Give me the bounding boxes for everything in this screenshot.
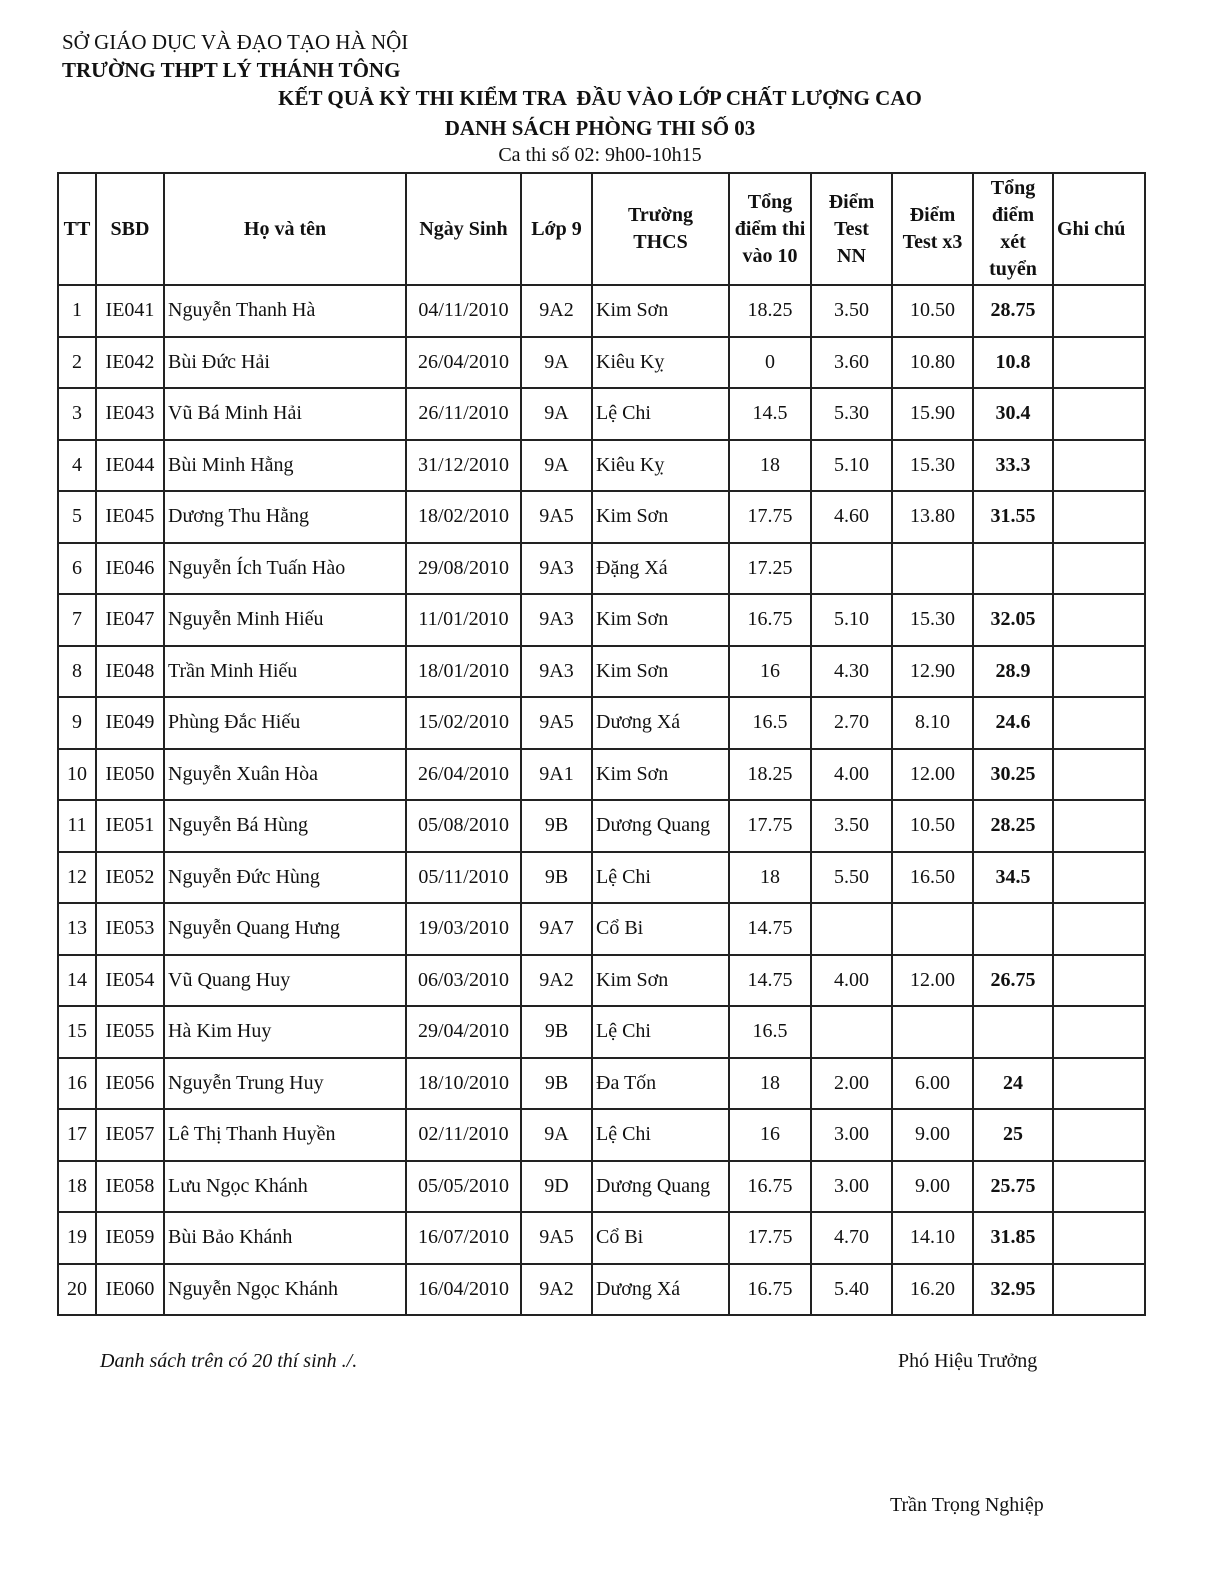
cell-class: 9A2	[521, 285, 592, 337]
cell-dob: 16/04/2010	[406, 1264, 521, 1316]
cell-note	[1053, 1058, 1145, 1110]
table-row	[58, 337, 1145, 389]
cell-class: 9A3	[521, 543, 592, 595]
cell-note	[1053, 543, 1145, 595]
cell-note	[1053, 388, 1145, 440]
cell-sbd: IE057	[96, 1109, 164, 1161]
cell-class: 9A5	[521, 697, 592, 749]
col-header-sbd: SBD	[96, 173, 164, 285]
cell-note	[1053, 1212, 1145, 1264]
cell-test-x3: 9.00	[892, 1109, 973, 1161]
cell-entrance-total: 16.75	[729, 1264, 811, 1316]
cell-sbd: IE059	[96, 1212, 164, 1264]
cell-test-x3: 15.90	[892, 388, 973, 440]
cell-note	[1053, 440, 1145, 492]
cell-entrance-total: 18	[729, 440, 811, 492]
cell-tt: 15	[58, 1006, 96, 1058]
exam-session: Ca thi số 02: 9h00-10h15	[498, 144, 702, 166]
cell-note	[1053, 285, 1145, 337]
cell-class: 9A3	[521, 646, 592, 698]
cell-dob: 18/01/2010	[406, 646, 521, 698]
cell-test-x3: 13.80	[892, 491, 973, 543]
cell-tt: 8	[58, 646, 96, 698]
cell-school: Kim Sơn	[592, 491, 729, 543]
cell-test-nn: 4.60	[811, 491, 892, 543]
cell-test-nn: 4.30	[811, 646, 892, 698]
cell-tt: 7	[58, 594, 96, 646]
cell-test-x3	[892, 543, 973, 595]
school-name: TRƯỜNG THPT LÝ THÁNH TÔNG	[62, 58, 401, 82]
cell-name: Dương Thu Hằng	[164, 491, 406, 543]
cell-test-nn: 4.00	[811, 749, 892, 801]
cell-final-total: 31.85	[973, 1212, 1053, 1264]
cell-entrance-total: 16.75	[729, 1161, 811, 1213]
results-table	[57, 172, 1146, 1316]
col-header-test-x3: Điểm Test x3	[892, 173, 973, 285]
cell-entrance-total: 16.5	[729, 1006, 811, 1058]
cell-dob: 15/02/2010	[406, 697, 521, 749]
cell-name: Lê Thị Thanh Huyền	[164, 1109, 406, 1161]
document-title	[0, 86, 1200, 111]
cell-test-x3: 9.00	[892, 1161, 973, 1213]
cell-class: 9A	[521, 388, 592, 440]
table-row	[58, 852, 1145, 904]
cell-note	[1053, 337, 1145, 389]
cell-name: Lưu Ngọc Khánh	[164, 1161, 406, 1213]
cell-final-total: 33.3	[973, 440, 1053, 492]
cell-dob: 26/11/2010	[406, 388, 521, 440]
col-header-name: Họ và tên	[164, 173, 406, 285]
cell-entrance-total: 0	[729, 337, 811, 389]
cell-tt: 20	[58, 1264, 96, 1316]
cell-test-nn: 5.10	[811, 594, 892, 646]
department-name: SỞ GIÁO DỤC VÀ ĐẠO TẠO HÀ NỘI	[62, 30, 409, 54]
cell-sbd: IE044	[96, 440, 164, 492]
cell-dob: 31/12/2010	[406, 440, 521, 492]
cell-tt: 4	[58, 440, 96, 492]
cell-name: Trần Minh Hiếu	[164, 646, 406, 698]
cell-test-nn: 5.30	[811, 388, 892, 440]
cell-class: 9A	[521, 440, 592, 492]
cell-test-nn: 4.70	[811, 1212, 892, 1264]
cell-dob: 05/05/2010	[406, 1161, 521, 1213]
cell-dob: 29/04/2010	[406, 1006, 521, 1058]
cell-entrance-total: 18	[729, 852, 811, 904]
cell-dob: 29/08/2010	[406, 543, 521, 595]
cell-test-nn: 5.40	[811, 1264, 892, 1316]
cell-test-nn: 3.50	[811, 800, 892, 852]
table-row	[58, 1058, 1145, 1110]
cell-final-total: 31.55	[973, 491, 1053, 543]
cell-test-x3	[892, 903, 973, 955]
signer-name: Trần Trọng Nghiệp	[890, 1494, 1044, 1516]
col-header-tt: TT	[58, 173, 96, 285]
cell-sbd: IE049	[96, 697, 164, 749]
cell-sbd: IE055	[96, 1006, 164, 1058]
cell-entrance-total: 16	[729, 1109, 811, 1161]
cell-test-nn: 2.70	[811, 697, 892, 749]
cell-test-nn: 5.50	[811, 852, 892, 904]
cell-sbd: IE060	[96, 1264, 164, 1316]
table-row	[58, 543, 1145, 595]
cell-class: 9B	[521, 852, 592, 904]
cell-test-nn: 3.00	[811, 1161, 892, 1213]
cell-name: Nguyễn Thanh Hà	[164, 285, 406, 337]
candidate-count-note: Danh sách trên có 20 thí sinh ./.	[100, 1350, 358, 1372]
cell-entrance-total: 14.75	[729, 955, 811, 1007]
cell-tt: 11	[58, 800, 96, 852]
cell-tt: 1	[58, 285, 96, 337]
cell-class: 9A	[521, 1109, 592, 1161]
table-row	[58, 1264, 1145, 1316]
cell-sbd: IE050	[96, 749, 164, 801]
table-row	[58, 800, 1145, 852]
document-title-text: KẾT QUẢ KỲ THI KIỂM TRA ĐẦU VÀO LỚP CHẤT LƯỢNG CAO	[278, 86, 922, 110]
cell-sbd: IE053	[96, 903, 164, 955]
cell-name: Phùng Đắc Hiếu	[164, 697, 406, 749]
cell-name: Nguyễn Ích Tuấn Hào	[164, 543, 406, 595]
cell-final-total: 28.75	[973, 285, 1053, 337]
cell-dob: 11/01/2010	[406, 594, 521, 646]
cell-name: Nguyễn Đức Hùng	[164, 852, 406, 904]
cell-sbd: IE052	[96, 852, 164, 904]
cell-final-total	[973, 1006, 1053, 1058]
cell-school: Dương Quang	[592, 1161, 729, 1213]
cell-school: Cổ Bi	[592, 903, 729, 955]
cell-test-x3: 14.10	[892, 1212, 973, 1264]
cell-sbd: IE047	[96, 594, 164, 646]
cell-dob: 04/11/2010	[406, 285, 521, 337]
cell-final-total: 24	[973, 1058, 1053, 1110]
cell-final-total: 32.95	[973, 1264, 1053, 1316]
cell-school: Dương Xá	[592, 697, 729, 749]
table-row	[58, 903, 1145, 955]
cell-test-x3: 16.20	[892, 1264, 973, 1316]
col-header-note: Ghi chú	[1053, 173, 1145, 285]
cell-name: Nguyễn Trung Huy	[164, 1058, 406, 1110]
cell-note	[1053, 749, 1145, 801]
cell-final-total: 32.05	[973, 594, 1053, 646]
cell-note	[1053, 594, 1145, 646]
cell-entrance-total: 18	[729, 1058, 811, 1110]
cell-test-x3: 16.50	[892, 852, 973, 904]
table-row	[58, 491, 1145, 543]
cell-note	[1053, 955, 1145, 1007]
cell-entrance-total: 14.75	[729, 903, 811, 955]
cell-sbd: IE045	[96, 491, 164, 543]
col-header-entrance-total: Tổng điểm thi vào 10	[729, 173, 811, 285]
col-header-test-nn: Điểm Test NN	[811, 173, 892, 285]
cell-final-total: 30.25	[973, 749, 1053, 801]
table-row	[58, 1212, 1145, 1264]
cell-name: Nguyễn Bá Hùng	[164, 800, 406, 852]
cell-test-x3: 10.50	[892, 800, 973, 852]
cell-tt: 12	[58, 852, 96, 904]
cell-school: Kim Sơn	[592, 955, 729, 1007]
cell-test-x3: 12.00	[892, 749, 973, 801]
table-row	[58, 388, 1145, 440]
table-row	[58, 1109, 1145, 1161]
cell-entrance-total: 17.75	[729, 1212, 811, 1264]
cell-test-x3: 6.00	[892, 1058, 973, 1110]
cell-note	[1053, 1006, 1145, 1058]
cell-tt: 9	[58, 697, 96, 749]
col-header-final-total: Tổng điểm xét tuyển	[973, 173, 1053, 285]
cell-school: Lệ Chi	[592, 388, 729, 440]
cell-tt: 16	[58, 1058, 96, 1110]
cell-dob: 06/03/2010	[406, 955, 521, 1007]
cell-entrance-total: 16	[729, 646, 811, 698]
cell-test-nn	[811, 1006, 892, 1058]
cell-name: Vũ Quang Huy	[164, 955, 406, 1007]
table-row	[58, 697, 1145, 749]
cell-test-x3	[892, 1006, 973, 1058]
cell-final-total: 26.75	[973, 955, 1053, 1007]
table-row	[58, 749, 1145, 801]
cell-test-nn: 4.00	[811, 955, 892, 1007]
cell-school: Lệ Chi	[592, 1006, 729, 1058]
room-list-title: DANH SÁCH PHÒNG THI SỐ 03	[444, 116, 756, 140]
cell-final-total: 34.5	[973, 852, 1053, 904]
cell-school: Kiêu Kỵ	[592, 337, 729, 389]
cell-class: 9A1	[521, 749, 592, 801]
cell-dob: 26/04/2010	[406, 337, 521, 389]
cell-dob: 26/04/2010	[406, 749, 521, 801]
cell-class: 9B	[521, 1058, 592, 1110]
cell-class: 9A5	[521, 1212, 592, 1264]
table-row	[58, 285, 1145, 337]
cell-sbd: IE048	[96, 646, 164, 698]
cell-class: 9D	[521, 1161, 592, 1213]
col-header-class: Lớp 9	[521, 173, 592, 285]
table-row	[58, 1161, 1145, 1213]
cell-class: 9A2	[521, 1264, 592, 1316]
cell-dob: 05/11/2010	[406, 852, 521, 904]
cell-tt: 10	[58, 749, 96, 801]
cell-dob: 02/11/2010	[406, 1109, 521, 1161]
cell-name: Bùi Minh Hằng	[164, 440, 406, 492]
cell-school: Kim Sơn	[592, 646, 729, 698]
cell-school: Dương Xá	[592, 1264, 729, 1316]
cell-school: Lệ Chi	[592, 852, 729, 904]
cell-tt: 19	[58, 1212, 96, 1264]
cell-name: Vũ Bá Minh Hải	[164, 388, 406, 440]
cell-test-x3: 10.80	[892, 337, 973, 389]
cell-name: Nguyễn Ngọc Khánh	[164, 1264, 406, 1316]
cell-tt: 18	[58, 1161, 96, 1213]
cell-school: Lệ Chi	[592, 1109, 729, 1161]
cell-note	[1053, 1161, 1145, 1213]
col-header-dob: Ngày Sinh	[406, 173, 521, 285]
cell-sbd: IE058	[96, 1161, 164, 1213]
cell-dob: 16/07/2010	[406, 1212, 521, 1264]
cell-dob: 18/02/2010	[406, 491, 521, 543]
cell-class: 9A	[521, 337, 592, 389]
cell-test-nn: 2.00	[811, 1058, 892, 1110]
signer-title: Phó Hiệu Trưởng	[898, 1350, 1038, 1372]
table-row	[58, 955, 1145, 1007]
cell-dob: 05/08/2010	[406, 800, 521, 852]
cell-note	[1053, 646, 1145, 698]
cell-final-total	[973, 543, 1053, 595]
cell-entrance-total: 18.25	[729, 285, 811, 337]
cell-dob: 18/10/2010	[406, 1058, 521, 1110]
cell-test-x3: 10.50	[892, 285, 973, 337]
cell-test-x3: 15.30	[892, 440, 973, 492]
cell-class: 9B	[521, 800, 592, 852]
cell-test-nn: 3.50	[811, 285, 892, 337]
cell-entrance-total: 14.5	[729, 388, 811, 440]
cell-sbd: IE041	[96, 285, 164, 337]
cell-sbd: IE051	[96, 800, 164, 852]
table-row	[58, 646, 1145, 698]
cell-school: Dương Quang	[592, 800, 729, 852]
cell-tt: 3	[58, 388, 96, 440]
cell-note	[1053, 800, 1145, 852]
cell-test-nn	[811, 543, 892, 595]
cell-class: 9A7	[521, 903, 592, 955]
cell-final-total: 28.9	[973, 646, 1053, 698]
cell-test-x3: 12.90	[892, 646, 973, 698]
col-header-school: Trường THCS	[592, 173, 729, 285]
cell-school: Đặng Xá	[592, 543, 729, 595]
table-body	[58, 285, 1145, 1315]
table-row	[58, 594, 1145, 646]
cell-tt: 6	[58, 543, 96, 595]
cell-note	[1053, 491, 1145, 543]
cell-final-total: 10.8	[973, 337, 1053, 389]
cell-class: 9A5	[521, 491, 592, 543]
cell-dob: 19/03/2010	[406, 903, 521, 955]
cell-tt: 17	[58, 1109, 96, 1161]
table-header-row	[58, 173, 1145, 285]
cell-note	[1053, 852, 1145, 904]
cell-school: Kim Sơn	[592, 594, 729, 646]
cell-tt: 13	[58, 903, 96, 955]
cell-class: 9A2	[521, 955, 592, 1007]
table-row	[58, 440, 1145, 492]
cell-test-x3: 15.30	[892, 594, 973, 646]
cell-entrance-total: 17.75	[729, 491, 811, 543]
cell-school: Đa Tốn	[592, 1058, 729, 1110]
cell-tt: 14	[58, 955, 96, 1007]
cell-entrance-total: 18.25	[729, 749, 811, 801]
cell-final-total: 28.25	[973, 800, 1053, 852]
cell-final-total: 24.6	[973, 697, 1053, 749]
cell-sbd: IE043	[96, 388, 164, 440]
cell-sbd: IE046	[96, 543, 164, 595]
cell-note	[1053, 903, 1145, 955]
cell-class: 9B	[521, 1006, 592, 1058]
cell-test-x3: 8.10	[892, 697, 973, 749]
cell-name: Nguyễn Quang Hưng	[164, 903, 406, 955]
cell-class: 9A3	[521, 594, 592, 646]
cell-entrance-total: 16.5	[729, 697, 811, 749]
cell-note	[1053, 697, 1145, 749]
cell-test-x3: 12.00	[892, 955, 973, 1007]
cell-school: Kiêu Kỵ	[592, 440, 729, 492]
cell-test-nn: 3.00	[811, 1109, 892, 1161]
cell-entrance-total: 16.75	[729, 594, 811, 646]
cell-test-nn	[811, 903, 892, 955]
table-row	[58, 1006, 1145, 1058]
cell-sbd: IE042	[96, 337, 164, 389]
cell-final-total: 25	[973, 1109, 1053, 1161]
cell-name: Bùi Đức Hải	[164, 337, 406, 389]
cell-sbd: IE054	[96, 955, 164, 1007]
cell-test-nn: 3.60	[811, 337, 892, 389]
cell-note	[1053, 1109, 1145, 1161]
cell-final-total: 30.4	[973, 388, 1053, 440]
cell-final-total	[973, 903, 1053, 955]
cell-tt: 2	[58, 337, 96, 389]
cell-note	[1053, 1264, 1145, 1316]
cell-test-nn: 5.10	[811, 440, 892, 492]
cell-name: Hà Kim Huy	[164, 1006, 406, 1058]
cell-school: Cổ Bi	[592, 1212, 729, 1264]
cell-name: Nguyễn Minh Hiếu	[164, 594, 406, 646]
cell-school: Kim Sơn	[592, 749, 729, 801]
cell-tt: 5	[58, 491, 96, 543]
cell-entrance-total: 17.25	[729, 543, 811, 595]
cell-name: Nguyễn Xuân Hòa	[164, 749, 406, 801]
cell-sbd: IE056	[96, 1058, 164, 1110]
cell-name: Bùi Bảo Khánh	[164, 1212, 406, 1264]
cell-school: Kim Sơn	[592, 285, 729, 337]
cell-final-total: 25.75	[973, 1161, 1053, 1213]
cell-entrance-total: 17.75	[729, 800, 811, 852]
